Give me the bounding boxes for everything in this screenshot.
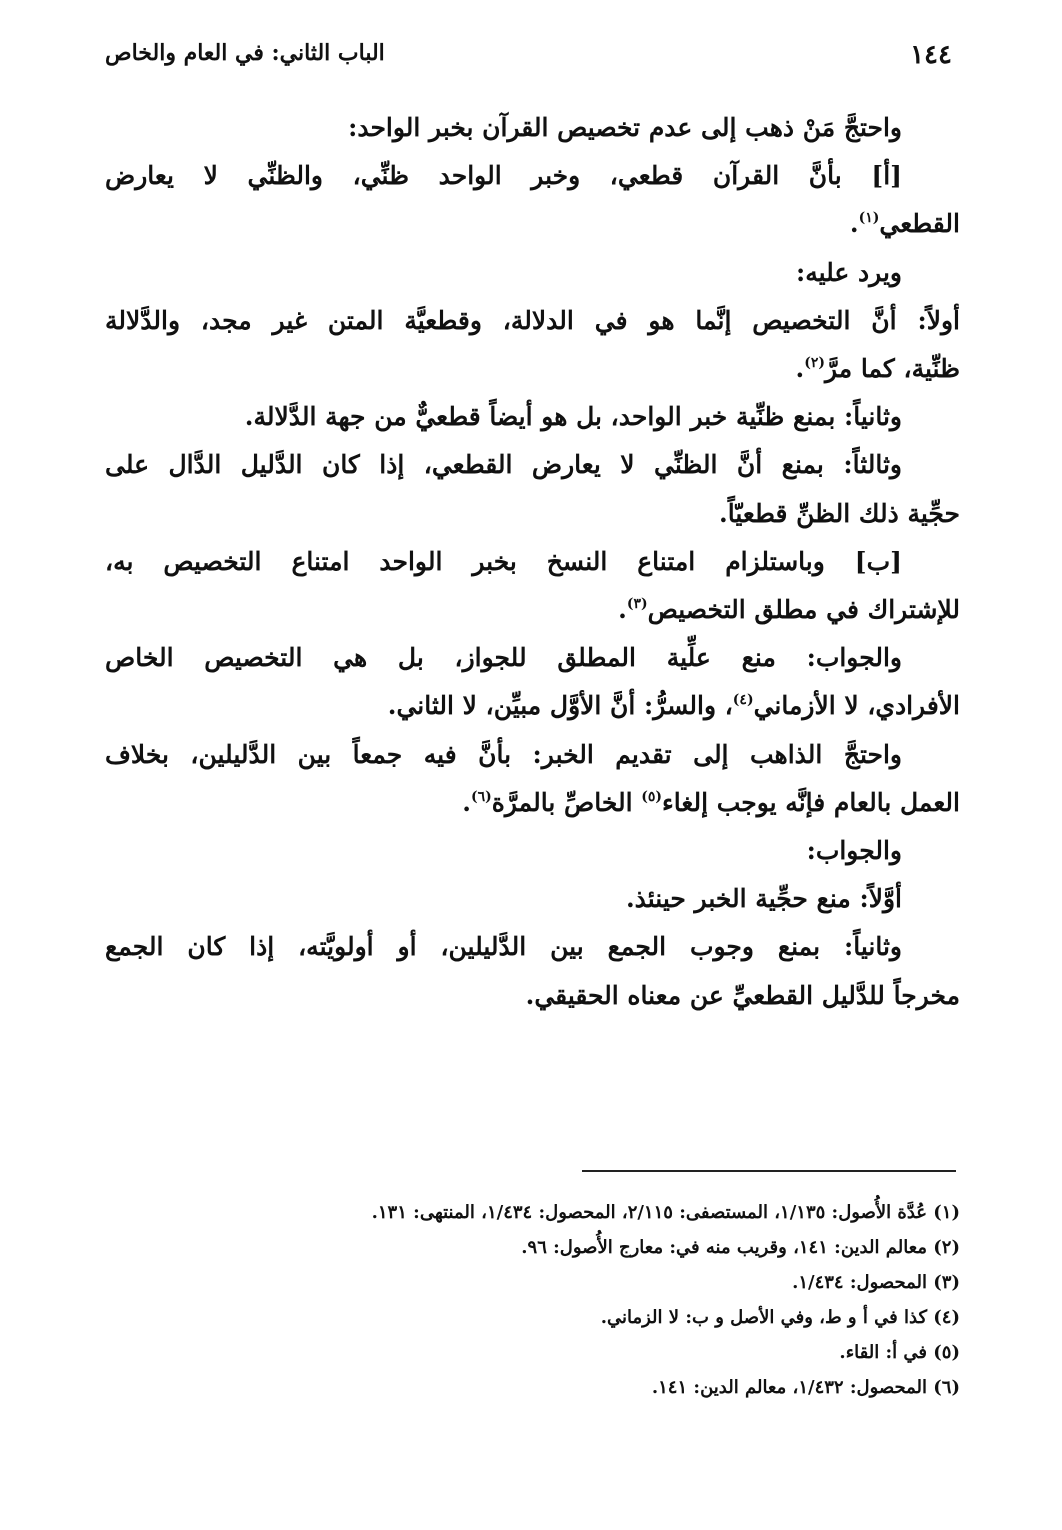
- text-segment: وثالثاً: بمنع أنَّ الظنِّي لا يعارض القطعي، إذا كان الدَّليل الدَّال على: [105, 450, 902, 480]
- text-segment: للإشتراك في مطلق التخصيص: [647, 595, 960, 624]
- text-line: [105, 104, 960, 152]
- text-segment: .: [618, 595, 627, 624]
- footnote-ref: (٤): [732, 692, 754, 709]
- text-line: [105, 152, 960, 200]
- text-segment: العمل بالعام فإنَّه يوجب إلغاء: [662, 787, 960, 817]
- text-segment: وثانياً: بمنع وجوب الجمع بين الدَّليلين، أو أولويَّته، إذا كان الجمع: [105, 932, 902, 962]
- footnote-ref: (٢): [804, 355, 825, 371]
- text-segment: القطعي: [879, 209, 960, 239]
- footnote: (٦) المحصول: ١/٤٣٢، معالم الدين: ١٤١.: [651, 1377, 960, 1398]
- footnote-ref: (٥): [641, 788, 663, 805]
- text-line: [105, 827, 960, 875]
- text-segment: أوَّلاً: منع حجِّية الخبر حينئذ.: [625, 884, 902, 914]
- text-line: [105, 249, 960, 297]
- text-segment: مخرجاً للدَّليل القطعيِّ عن معناه الحقيقي.: [525, 980, 960, 1010]
- text-segment: .: [462, 787, 471, 817]
- footnote: (٤) كذا في أ و ط، وفي الأصل و ب: لا الزماني.: [600, 1307, 960, 1328]
- text-segment: ويرد عليه:: [795, 257, 902, 287]
- text-segment: وثانياً: بمنع ظنِّية خبر الواحد، بل هو أيضاً قطعيٌّ من جهة الدَّلالة.: [244, 402, 902, 432]
- text-line: [105, 779, 960, 827]
- text-segment: والجواب: منع علِّية المطلق للجواز، بل هي التخصيص الخاص: [105, 643, 902, 673]
- text-line: [105, 682, 960, 730]
- text-line: [105, 923, 960, 971]
- text-line: [105, 345, 960, 393]
- text-segment: واحتجَّ الذاهب إلى تقديم الخبر: بأنَّ فيه جمعاً بين الدَّليلين، بخلاف: [105, 739, 902, 769]
- text-line: [105, 441, 960, 489]
- footnote: (٥) في أ: القاء.: [839, 1342, 960, 1363]
- footnote-ref: (٦): [470, 788, 492, 805]
- text-segment: ، والسرُّ: أنَّ الأوَّل مبيِّن، لا الثاني.: [387, 691, 733, 721]
- footnote: (١) عُدَّة الأُصول: ١/١٣٥، المستصفى: ٢/١١٥، المحصول: ١/٤٣٤، المنتهى: ١٣١.: [371, 1202, 960, 1223]
- text-line: [105, 393, 960, 441]
- text-line: [105, 200, 960, 248]
- text-segment: حجِّية ذلك الظنِّ قطعيّاً.: [719, 498, 960, 528]
- footnote: (٣) المحصول: ١/٤٣٤.: [792, 1272, 960, 1293]
- footnote-separator: [582, 1170, 956, 1172]
- text-segment: ظنِّية، كما مرَّ: [824, 354, 960, 383]
- text-segment: الأفرادي، لا الأزماني: [753, 691, 960, 721]
- text-line: [105, 297, 960, 345]
- footnote-ref: (١): [858, 210, 880, 227]
- text-line: [105, 972, 960, 1020]
- text-line: [105, 490, 960, 538]
- text-segment: [أ] بأنَّ القرآن قطعي، وخبر الواحد ظنِّي، والظنِّي لا يعارض: [105, 161, 902, 191]
- footnote-ref: (٣): [626, 596, 648, 612]
- text-line: [105, 586, 960, 634]
- text-segment: الخاصِّ بالمرَّة: [491, 787, 642, 817]
- text-segment: .: [849, 209, 859, 239]
- text-segment: والجواب:: [806, 836, 902, 865]
- page-number: ١٤٤: [910, 40, 952, 70]
- text-segment: .: [795, 354, 805, 383]
- text-line: [105, 875, 960, 923]
- footnote: (٢) معالم الدين: ١٤١، وقريب منه في: معارج الأُصول: ٩٦.: [521, 1237, 960, 1258]
- text-segment: [ب] وباستلزام امتناع النسخ بخبر الواحد امتناع التخصيص به،: [105, 546, 902, 576]
- text-line: [105, 538, 960, 586]
- text-line: [105, 634, 960, 682]
- text-segment: أولاً: أنَّ التخصيص إنَّما هو في الدلالة، وقطعيَّة المتن غير مجد، والدَّلالة: [105, 305, 960, 335]
- running-title: الباب الثاني: في العام والخاص: [105, 40, 385, 66]
- text-segment: واحتجَّ مَنْ ذهب إلى عدم تخصيص القرآن بخبر الواحد:: [348, 113, 902, 142]
- text-line: [105, 731, 960, 779]
